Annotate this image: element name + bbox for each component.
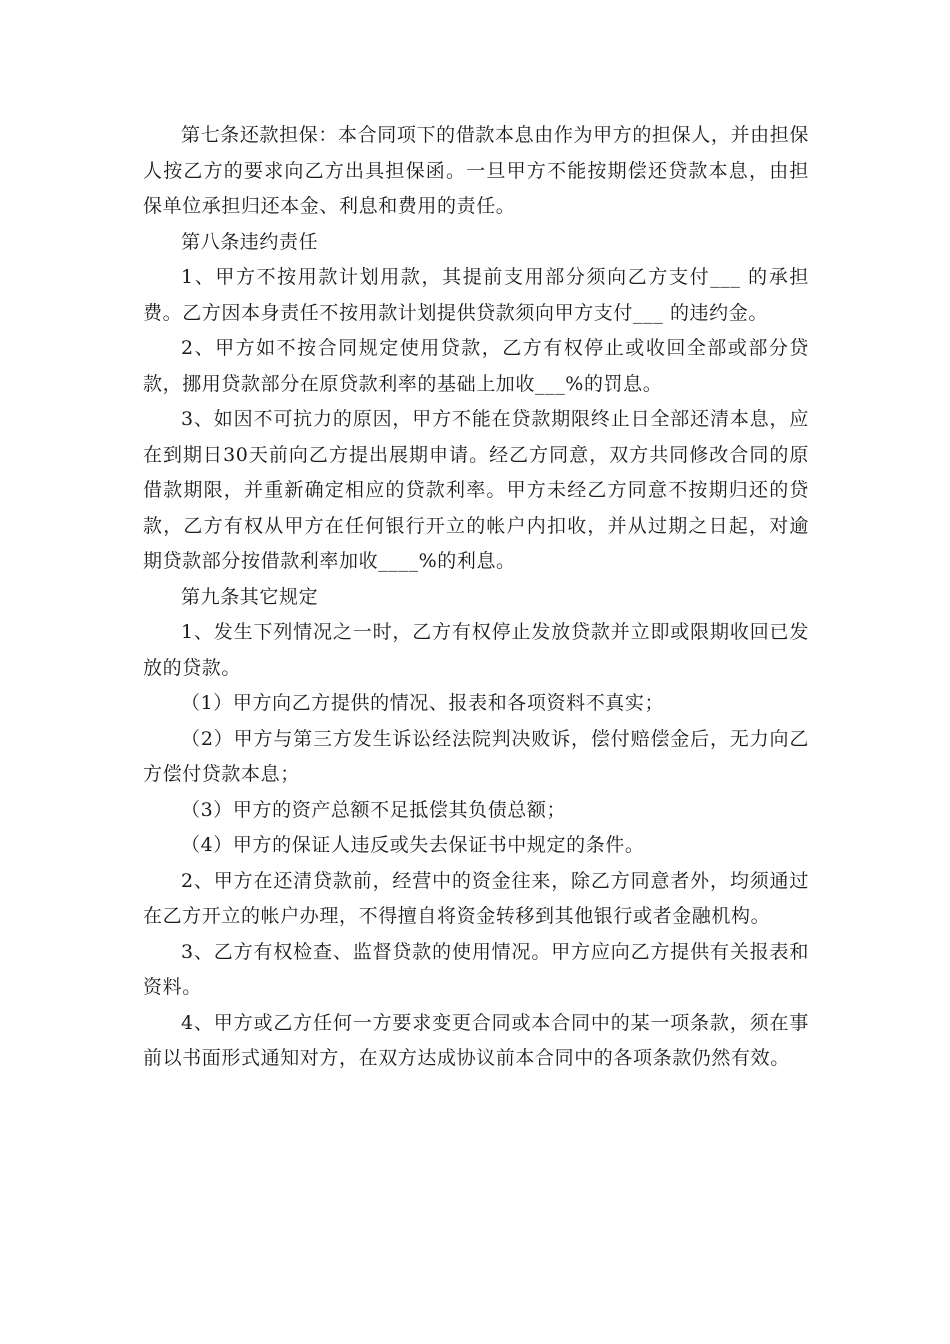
article-9-clause-1-item-1: （1）甲方向乙方提供的情况、报表和各项资料不真实；	[181, 692, 665, 714]
article-9-clause-4: 4、甲方或乙方任何一方要求变更合同或本合同中的某一项条款，须在事前以书面形式通知对方，在双方达成协议前本合同中的各项条款仍然有效。	[143, 1011, 809, 1069]
article-8-clause-3: 3、如因不可抗力的原因，甲方不能在贷款期限终止日全部还清本息，应在到期日30天前向乙方提出展期申请。经乙方同意，双方共同修改合同的原借款期限，并重新确定相应的贷款利率。甲方未经乙方同意不按期归还的贷款，乙方有权从甲方在任何银行开立的帐户内扣收，并从过期之日起，对逾期贷款部分按借款利率加收____%的利息。	[143, 408, 809, 572]
article-7-repayment-guarantee: 第七条还款担保：本合同项下的借款本息由作为甲方的担保人，并由担保人按乙方的要求向乙方出具担保函。一旦甲方不能按期偿还贷款本息，由担保单位承担归还本金、利息和费用的责任。	[143, 124, 809, 217]
article-8-clause-1: 1、甲方不按用款计划用款，其提前支用部分须向乙方支付___ 的承担费。乙方因本身责任不按用款计划提供贷款须向甲方支付___ 的违约金。	[143, 266, 809, 324]
article-8-heading: 第八条违约责任	[181, 230, 319, 253]
article-9-clause-3: 3、乙方有权检查、监督贷款的使用情况。甲方应向乙方提供有关报表和资料。	[143, 940, 809, 998]
article-9-clause-1-item-4: （4）甲方的保证人违反或失去保证书中规定的条件。	[181, 834, 645, 856]
article-9-clause-2: 2、甲方在还清贷款前，经营中的资金往来，除乙方同意者外，均须通过在乙方开立的帐户办理，不得擅自将资金转移到其他银行或者金融机构。	[143, 869, 809, 927]
document-body	[143, 118, 809, 1077]
article-8-clause-2: 2、甲方如不按合同规定使用贷款，乙方有权停止或收回全部或部分贷款，挪用贷款部分在原贷款利率的基础上加收___%的罚息。	[143, 337, 809, 395]
article-9-clause-1-item-3: （3）甲方的资产总额不足抵偿其负债总额；	[181, 798, 567, 821]
article-9-clause-1-item-2: （2）甲方与第三方发生诉讼经法院判决败诉，偿付赔偿金后，无力向乙方偿付贷款本息；	[143, 727, 809, 785]
article-9-heading: 第九条其它规定	[181, 585, 319, 608]
article-9-clause-1: 1、发生下列情况之一时，乙方有权停止发放贷款并立即或限期收回已发放的贷款。	[143, 621, 809, 679]
